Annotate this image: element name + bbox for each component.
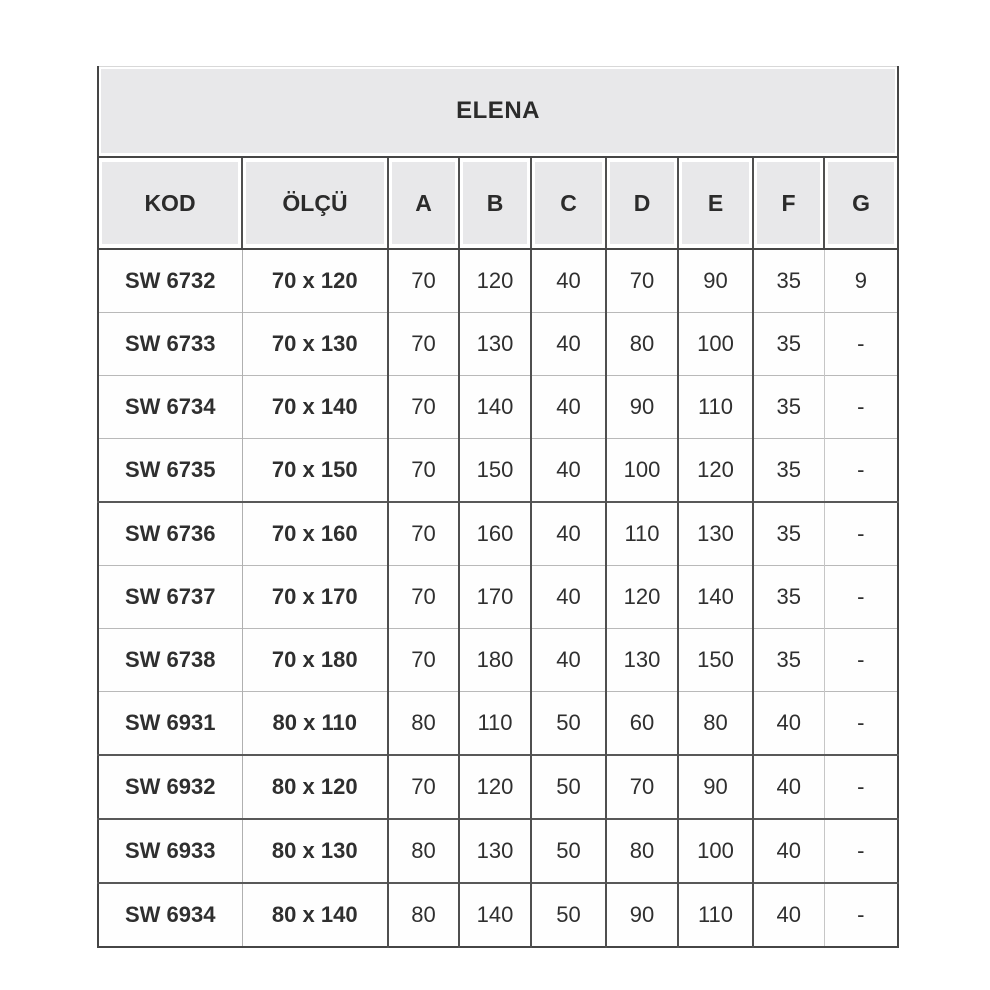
cell-value-g: - (824, 883, 898, 947)
table-row (98, 629, 898, 692)
cell-value-e: 100 (678, 313, 753, 376)
table-row (98, 502, 898, 566)
cell-value-g: - (824, 376, 898, 439)
cell-value-f: 40 (753, 755, 824, 819)
column-header-g: G (824, 157, 898, 249)
cell-olcu: 70 x 130 (242, 313, 388, 376)
cell-kod: SW 6934 (98, 883, 242, 947)
cell-value-g: - (824, 566, 898, 629)
cell-olcu: 80 x 120 (242, 755, 388, 819)
cell-value-f: 35 (753, 566, 824, 629)
column-header-b: B (459, 157, 531, 249)
cell-value-a: 70 (388, 629, 459, 692)
cell-value-e: 130 (678, 502, 753, 566)
cell-value-f: 35 (753, 629, 824, 692)
cell-kod: SW 6932 (98, 755, 242, 819)
cell-value-d: 70 (606, 249, 678, 313)
cell-value-b: 130 (459, 313, 531, 376)
cell-value-b: 110 (459, 692, 531, 756)
cell-kod: SW 6933 (98, 819, 242, 883)
table-row (98, 313, 898, 376)
cell-value-b: 170 (459, 566, 531, 629)
table-header-row (98, 157, 898, 249)
cell-olcu: 80 x 110 (242, 692, 388, 756)
cell-value-g: 9 (824, 249, 898, 313)
cell-value-g: - (824, 629, 898, 692)
cell-value-d: 80 (606, 819, 678, 883)
cell-value-a: 70 (388, 566, 459, 629)
cell-value-c: 40 (531, 376, 606, 439)
table-row (98, 439, 898, 503)
cell-value-c: 50 (531, 692, 606, 756)
cell-value-f: 35 (753, 249, 824, 313)
table-title-row (98, 67, 898, 158)
cell-value-e: 140 (678, 566, 753, 629)
cell-value-d: 130 (606, 629, 678, 692)
cell-value-e: 100 (678, 819, 753, 883)
column-header-olcu: ÖLÇÜ (242, 157, 388, 249)
column-header-d: D (606, 157, 678, 249)
cell-value-e: 90 (678, 249, 753, 313)
cell-value-a: 80 (388, 692, 459, 756)
cell-kod: SW 6732 (98, 249, 242, 313)
cell-kod: SW 6733 (98, 313, 242, 376)
cell-value-e: 90 (678, 755, 753, 819)
table-head (98, 67, 898, 250)
cell-value-f: 35 (753, 439, 824, 503)
cell-value-c: 40 (531, 502, 606, 566)
cell-value-d: 100 (606, 439, 678, 503)
cell-value-b: 160 (459, 502, 531, 566)
column-header-e: E (678, 157, 753, 249)
cell-value-e: 80 (678, 692, 753, 756)
cell-value-d: 120 (606, 566, 678, 629)
cell-value-a: 70 (388, 249, 459, 313)
cell-value-a: 70 (388, 313, 459, 376)
table-row (98, 376, 898, 439)
cell-kod: SW 6735 (98, 439, 242, 503)
cell-value-d: 90 (606, 376, 678, 439)
cell-kod: SW 6931 (98, 692, 242, 756)
cell-value-f: 35 (753, 502, 824, 566)
cell-olcu: 70 x 180 (242, 629, 388, 692)
cell-value-d: 70 (606, 755, 678, 819)
cell-value-f: 40 (753, 692, 824, 756)
product-spec-table (97, 66, 899, 948)
cell-value-c: 40 (531, 313, 606, 376)
cell-value-d: 110 (606, 502, 678, 566)
cell-kod: SW 6736 (98, 502, 242, 566)
cell-value-c: 50 (531, 755, 606, 819)
cell-value-a: 80 (388, 883, 459, 947)
cell-olcu: 70 x 120 (242, 249, 388, 313)
column-header-kod: KOD (98, 157, 242, 249)
cell-value-a: 70 (388, 376, 459, 439)
table-row (98, 566, 898, 629)
cell-kod: SW 6734 (98, 376, 242, 439)
cell-value-b: 120 (459, 755, 531, 819)
cell-value-g: - (824, 755, 898, 819)
cell-value-c: 40 (531, 566, 606, 629)
column-header-f: F (753, 157, 824, 249)
cell-value-e: 110 (678, 883, 753, 947)
cell-value-e: 110 (678, 376, 753, 439)
cell-value-d: 80 (606, 313, 678, 376)
cell-olcu: 70 x 170 (242, 566, 388, 629)
cell-kod: SW 6737 (98, 566, 242, 629)
cell-value-c: 40 (531, 439, 606, 503)
cell-value-b: 130 (459, 819, 531, 883)
cell-value-g: - (824, 439, 898, 503)
cell-value-f: 40 (753, 883, 824, 947)
cell-kod: SW 6738 (98, 629, 242, 692)
table-row (98, 755, 898, 819)
cell-value-f: 40 (753, 819, 824, 883)
table-row (98, 819, 898, 883)
cell-olcu: 70 x 150 (242, 439, 388, 503)
cell-value-g: - (824, 692, 898, 756)
cell-value-e: 150 (678, 629, 753, 692)
cell-value-b: 140 (459, 376, 531, 439)
table-row (98, 249, 898, 313)
cell-value-g: - (824, 819, 898, 883)
cell-value-a: 70 (388, 439, 459, 503)
cell-value-b: 120 (459, 249, 531, 313)
cell-olcu: 70 x 160 (242, 502, 388, 566)
cell-value-c: 50 (531, 819, 606, 883)
cell-value-a: 80 (388, 819, 459, 883)
cell-value-e: 120 (678, 439, 753, 503)
table-body (98, 249, 898, 947)
cell-value-a: 70 (388, 755, 459, 819)
column-header-a: A (388, 157, 459, 249)
table-title: ELENA (98, 67, 898, 158)
cell-value-c: 40 (531, 629, 606, 692)
cell-value-c: 50 (531, 883, 606, 947)
table-row (98, 883, 898, 947)
table-row (98, 692, 898, 756)
cell-olcu: 80 x 130 (242, 819, 388, 883)
cell-value-c: 40 (531, 249, 606, 313)
cell-value-f: 35 (753, 376, 824, 439)
cell-value-g: - (824, 502, 898, 566)
cell-value-b: 180 (459, 629, 531, 692)
product-spec-table-container (97, 66, 899, 948)
cell-value-f: 35 (753, 313, 824, 376)
cell-value-b: 150 (459, 439, 531, 503)
cell-olcu: 80 x 140 (242, 883, 388, 947)
cell-value-g: - (824, 313, 898, 376)
cell-value-a: 70 (388, 502, 459, 566)
cell-value-d: 60 (606, 692, 678, 756)
cell-value-d: 90 (606, 883, 678, 947)
column-header-c: C (531, 157, 606, 249)
cell-value-b: 140 (459, 883, 531, 947)
cell-olcu: 70 x 140 (242, 376, 388, 439)
